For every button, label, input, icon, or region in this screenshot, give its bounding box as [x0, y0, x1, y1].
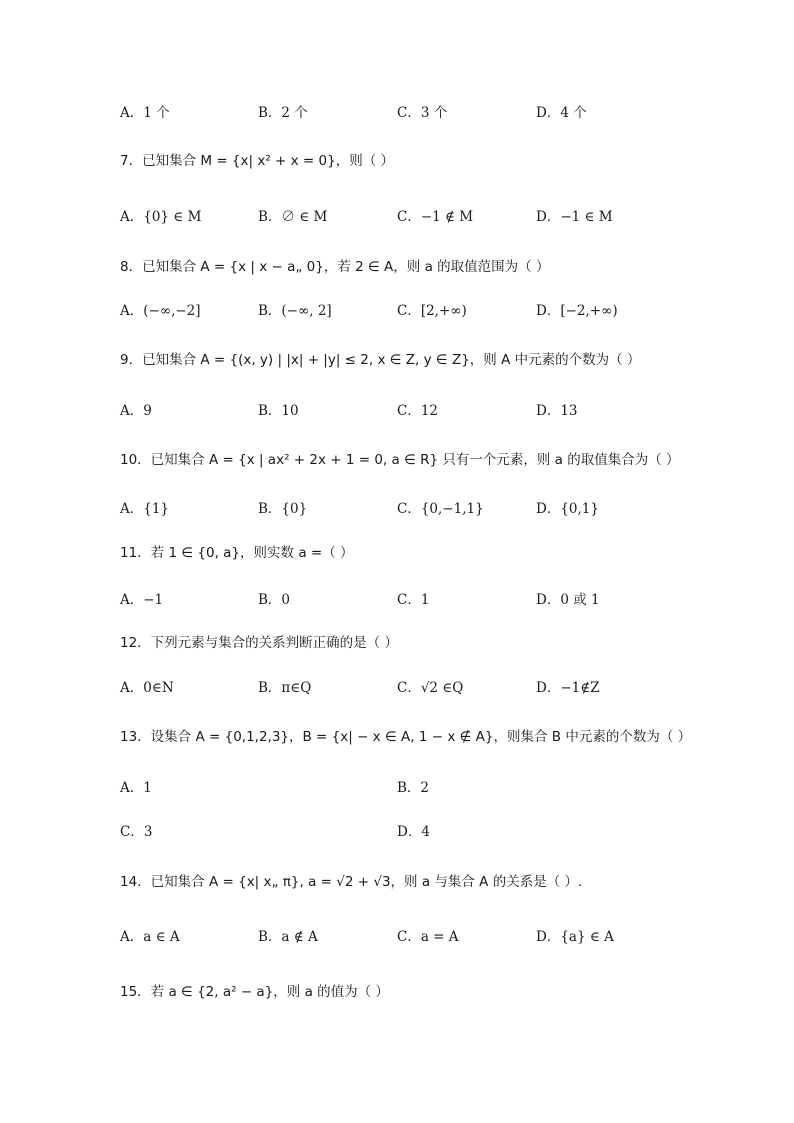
q14-option-b: B．a ∉ A [258, 929, 318, 945]
q11-option-b: B．0 [258, 592, 291, 608]
q10-option-d: D．{0,1} [536, 501, 599, 517]
q9-option-c: C．12 [397, 403, 439, 419]
q13-option-b: B．2 [397, 780, 430, 796]
q11-option-c: C．1 [397, 592, 430, 608]
q13-option-d: D．4 [397, 824, 430, 840]
q12-option-b: B．π∈Q [258, 680, 312, 696]
q11-stem: 11．若 1 ∈ {0, a}，则实数 a =（ ） [120, 545, 354, 561]
q7-option-c: C．−1 ∉ M [397, 209, 474, 225]
q12-option-c: C．√2 ∈Q [397, 680, 464, 696]
q9-stem: 9．已知集合 A = {(x, y) | |x| + |y| ≤ 2, x ∈ Z, y ∈ Z}，则 A 中元素的个数为（ ） [120, 352, 641, 368]
q7-option-d: D．−1 ∈ M [536, 209, 613, 225]
q14-option-d: D．{a} ∈ A [536, 929, 614, 945]
q8-option-a: A．(−∞,−2] [120, 303, 201, 319]
q8-option-c: C．[2,+∞) [397, 303, 467, 319]
q10-option-c: C．{0,−1,1} [397, 501, 484, 517]
q13-option-a: A．1 [120, 780, 152, 796]
q8-stem: 8．已知集合 A = {x | x − a„ 0}，若 2 ∈ A，则 a 的取值范围为（ ） [120, 259, 550, 275]
q12-stem: 12．下列元素与集合的关系判断正确的是（ ） [120, 635, 398, 651]
q14-option-c: C．a = A [397, 929, 459, 945]
q14-stem: 14．已知集合 A = {x| x„ π}, a = √2 + √3，则 a 与集合 A 的关系是（ ）. [120, 874, 583, 890]
q8-option-d: D．[−2,+∞) [536, 303, 618, 319]
q6-option-a: A．1 个 [120, 105, 170, 121]
q9-option-b: B．10 [258, 403, 299, 419]
q10-stem: 10．已知集合 A = {x | ax² + 2x + 1 = 0, a ∈ R} 只有一个元素，则 a 的取值集合为（ ） [120, 452, 680, 468]
q13-option-c: C．3 [120, 824, 153, 840]
q7-option-b: B．∅ ∈ M [258, 209, 328, 225]
q8-option-b: B．(−∞, 2] [258, 303, 332, 319]
q15-stem: 15．若 a ∈ {2, a² − a}，则 a 的值为（ ） [120, 984, 389, 1000]
q9-option-d: D．13 [536, 403, 578, 419]
q12-option-d: D．−1∉Z [536, 680, 600, 696]
q7-stem: 7．已知集合 M = {x| x² + x = 0}，则（ ） [120, 153, 394, 169]
q7-option-a: A．{0} ∈ M [120, 209, 202, 225]
q10-option-a: A．{1} [120, 501, 170, 517]
q6-option-c: C．3 个 [397, 105, 448, 121]
q12-option-a: A．0∈N [120, 680, 174, 696]
q11-option-a: A．−1 [120, 592, 164, 608]
q11-option-d: D．0 或 1 [536, 592, 600, 608]
q9-option-a: A．9 [120, 403, 152, 419]
q6-option-b: B．2 个 [258, 105, 308, 121]
q14-option-a: A．a ∈ A [120, 929, 180, 945]
q6-option-d: D．4 个 [536, 105, 587, 121]
q10-option-b: B．{0} [258, 501, 308, 517]
q13-stem: 13．设集合 A = {0,1,2,3}，B = {x| − x ∈ A, 1 − x ∉ A}，则集合 B 中元素的个数为（ ） [120, 729, 692, 745]
